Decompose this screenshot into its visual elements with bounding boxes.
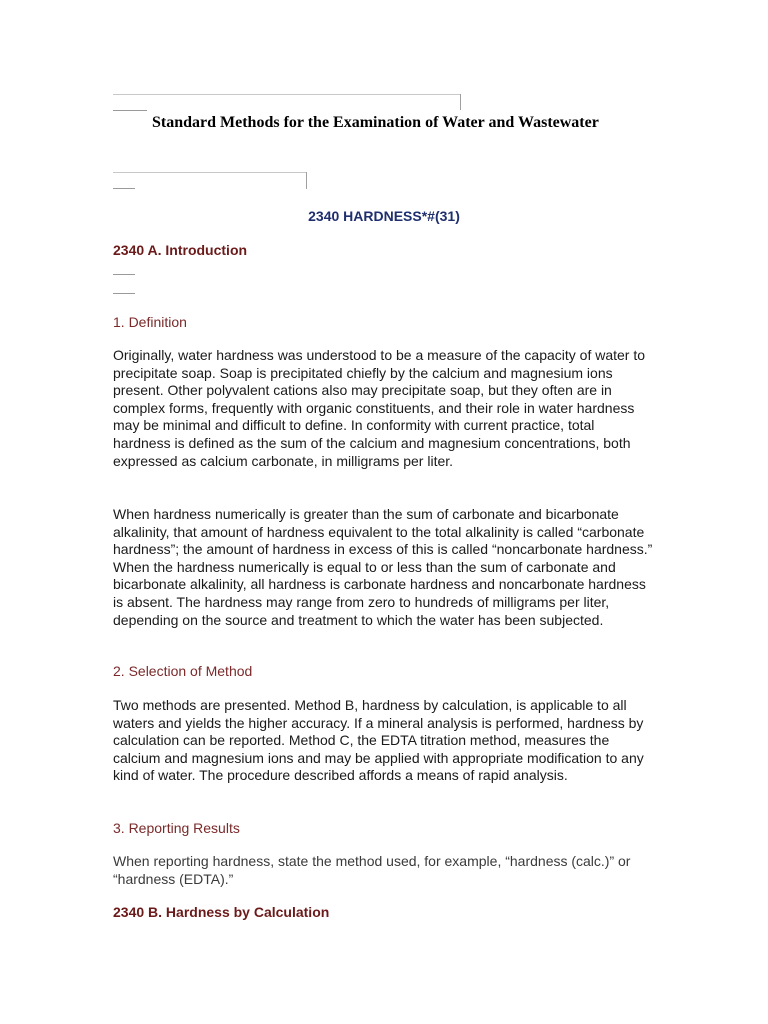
- mid-rule-tick: [306, 172, 307, 189]
- section-heading: 2340 HARDNESS*#(31): [308, 208, 460, 224]
- definition-paragraph-2: When hardness numerically is greater than the sum of carbonate and bicarbonate alkalinity, that amount of hardness equivalent to the total alkalinity is called “carbonate hardness”; the amount of hardness in excess of this is called “noncarbonate hardness.” When the hardness numerically is equal to or less than the sum of carbonate and bicarbonate alkalinity, all hardness is carbonate hardness and noncarbonate hardness is absent. The hardness may range from zero to hundreds of milligrams per liter, depending on the source and treatment to which the water has been subjected.: [113, 506, 653, 628]
- top-rule: [113, 94, 461, 95]
- top-rule-tick: [460, 94, 461, 110]
- mid-dash: [113, 188, 135, 189]
- selection-paragraph: Two methods are presented. Method B, hardness by calculation, is applicable to all waters and yields the higher accuracy. If a mineral analysis is performed, hardness by calculation can be reported. Method C, the EDTA titration method, measures the calcium and magnesium ions and may be applied with appropriate modification to any kind of water. The procedure described affords a means of rapid analysis.: [113, 697, 644, 784]
- document-title: Standard Methods for the Examination of Water and Wastewater: [152, 114, 599, 131]
- part-a-heading: 2340 A. Introduction: [113, 242, 248, 258]
- dash-a2: [113, 293, 135, 294]
- mid-rule: [113, 172, 307, 173]
- dash-a1: [113, 274, 135, 275]
- selection-heading: 2. Selection of Method: [113, 663, 253, 679]
- definition-heading: 1. Definition: [113, 314, 187, 330]
- reporting-heading: 3. Reporting Results: [113, 820, 240, 836]
- definition-paragraph-1: Originally, water hardness was understood to be a measure of the capacity of water to precipitate soap. Soap is precipitated chiefly by the calcium and magnesium ions present. Other polyvalent cations also may precipitate soap, but they often are in complex forms, frequently with organic constituents, and their role in water hardness may be minimal and difficult to define. In conformity with current practice, total hardness is defined as the sum of the calcium and magnesium concentrations, both expressed as calcium carbonate, in milligrams per liter.: [113, 347, 646, 469]
- top-dash: [113, 110, 147, 111]
- part-b-heading: 2340 B. Hardness by Calculation: [113, 904, 330, 920]
- reporting-paragraph: When reporting hardness, state the method used, for example, “hardness (calc.)” or “hardness (EDTA).”: [113, 853, 631, 887]
